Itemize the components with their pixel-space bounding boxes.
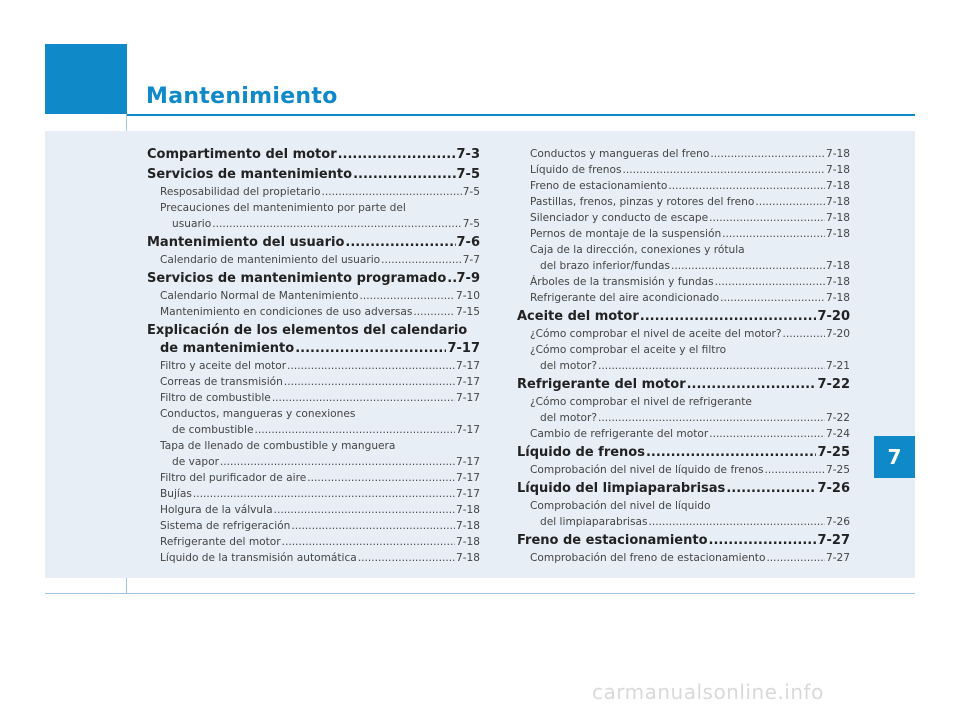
toc-page-number: 7-18 [455,536,480,548]
dot-leader [783,326,825,342]
dot-leader [598,358,825,374]
toc-entry-label: Comprobación del nivel de líquido de frenos [530,464,764,476]
toc-page-number: 7-26 [817,481,850,496]
toc-page-number: 7-17 [455,456,480,468]
dot-leader [358,550,455,566]
toc-entry-label: Calendario Normal de Mantenimiento [160,290,359,302]
dot-leader [193,486,455,502]
toc-entry-label: Refrigerante del aire acondicionado [530,292,720,304]
toc-entry-label: Mantenimiento del usuario [147,235,345,250]
toc-entry[interactable] [517,358,850,374]
dot-leader [381,252,462,268]
dot-leader [360,288,455,304]
toc-page-number: 7-5 [456,167,480,182]
dot-leader [322,184,462,200]
toc-page-number: 7-17 [455,488,480,500]
toc-page-number: 7-18 [825,260,850,272]
dot-leader [212,216,461,232]
toc-heading[interactable] [517,376,850,394]
toc-heading[interactable] [147,166,480,184]
toc-heading-line: Explicación de los elementos del calendario [147,323,468,338]
dot-leader [287,358,455,374]
toc-page-number: 7-20 [825,328,850,340]
toc-page-number: 7-18 [825,292,850,304]
toc-entry-label: Refrigerante del motor [517,377,686,392]
toc-entry[interactable] [147,304,480,320]
toc-entry-label: usuario [172,218,212,230]
dot-leader [709,210,825,226]
toc-entry[interactable] [517,426,850,442]
toc-entry-label: Calendario de mantenimiento del usuario [160,254,381,266]
toc-entry-label: Pastillas, frenos, pinzas y rotores del freno [530,196,755,208]
toc-entry[interactable] [147,486,480,502]
dot-leader [720,290,825,306]
toc-page-number: 7-27 [825,552,850,564]
toc-page-number: 7-10 [455,290,480,302]
bottom-rule [45,593,915,594]
toc-entry-label: Compartimento del motor [147,147,337,162]
toc-page-number: 7-24 [825,428,850,440]
dot-leader [282,534,455,550]
toc-page-number: 7-25 [825,464,850,476]
toc-page-number: 7-18 [825,148,850,160]
toc-entry[interactable] [517,462,850,478]
toc-entry-label: Servicios de mantenimiento programado [147,271,447,286]
dot-leader [755,194,825,210]
toc-page-number: 7-7 [462,254,480,266]
toc-page-number: 7-17 [455,360,480,372]
toc-entry-label: Mantenimiento en condiciones de uso adversas [160,306,413,318]
toc-heading[interactable] [517,532,850,550]
dot-leader [765,462,825,478]
toc-page-number: 7-17 [455,376,480,388]
toc-entry-line: Comprobación del nivel de líquido [530,500,711,512]
toc-entry-label: Árboles de la transmisión y fundas [530,276,714,288]
dot-leader [709,426,825,442]
toc-entry-label: Líquido de la transmisión automática [160,552,357,564]
dot-leader [715,274,825,290]
watermark: carmanualsonline.info [592,680,824,704]
toc-entry[interactable] [147,502,480,518]
toc-entry-label: Resposabilidad del propietario [160,186,321,198]
toc-page-number: 7-18 [825,228,850,240]
toc-heading[interactable] [147,270,480,288]
toc-heading[interactable] [147,146,480,164]
dot-leader [353,166,455,184]
toc-page-number: 7-18 [825,196,850,208]
toc-page-number: 7-18 [455,520,480,532]
toc-entry[interactable] [147,216,480,232]
toc-entry-label: Servicios de mantenimiento [147,167,353,182]
toc-entry-label: Pernos de montaje de la suspensión [530,228,722,240]
dot-leader [640,308,817,326]
toc-entry[interactable] [147,374,480,390]
toc-entry-line: Tapa de llenado de combustible y manguera [160,440,396,452]
toc-page-number: 7-26 [825,516,850,528]
toc-entry[interactable] [517,514,850,530]
toc-entry-label: Comprobación del freno de estacionamiento [530,552,766,564]
dot-leader [646,444,816,462]
dot-leader [345,234,455,252]
toc-page-number: 7-18 [455,504,480,516]
toc-page-number: 7-25 [817,445,850,460]
dot-leader [726,480,816,498]
toc-page-number: 7-17 [447,341,480,356]
toc-page-number: 7-21 [825,360,850,372]
toc-entry-label: Líquido de frenos [517,445,645,460]
toc-right-column [517,146,850,566]
toc-page-number: 7-17 [455,392,480,404]
toc-entry[interactable] [517,274,850,290]
dot-leader [671,258,825,274]
toc-entry[interactable] [147,550,480,566]
toc-entry[interactable] [517,550,850,566]
toc-entry[interactable] [517,162,850,178]
title-rule [127,114,915,116]
toc-page-number: 7-20 [817,309,850,324]
toc-page-number: 7-9 [456,271,480,286]
dot-leader [295,340,446,358]
toc-page-number: 7-5 [462,218,480,230]
toc-entry[interactable] [147,454,480,470]
toc-entry-line: Caja de la dirección, conexiones y rótula [530,244,745,256]
toc-entry-label: Conductos y mangueras del freno [530,148,710,160]
toc-page-number: 7-18 [825,164,850,176]
toc-entry[interactable] [517,194,850,210]
toc-entry[interactable] [517,210,850,226]
toc-entry-label: Filtro del purificador de aire [160,472,307,484]
toc-page-number: 7-18 [825,180,850,192]
toc-page-number: 7-6 [456,235,480,250]
toc-entry-label: del motor? [540,360,597,372]
toc-page-number: 7-17 [455,472,480,484]
dot-leader [284,374,455,390]
dot-leader [291,518,455,534]
toc-entry-label: de vapor [172,456,219,468]
toc-entry[interactable] [517,146,850,162]
toc-page-number: 7-18 [455,552,480,564]
toc-heading[interactable] [517,480,850,498]
toc-entry[interactable] [147,184,480,200]
toc-entry-label: Freno de estacionamiento [530,180,668,192]
toc-entry-label: Silenciador y conducto de escape [530,212,709,224]
dot-leader [307,470,455,486]
toc-page-number: 7-5 [462,186,480,198]
dot-leader [254,422,454,438]
toc-entry[interactable] [147,534,480,550]
toc-entry-label: del limpiaparabrisas [540,516,648,528]
toc-left-column [147,146,480,566]
toc-heading[interactable] [147,234,480,252]
toc-entry-label: Aceite del motor [517,309,639,324]
dot-leader [220,454,455,470]
toc-entry-label: Líquido de frenos [530,164,622,176]
dot-leader [274,502,455,518]
toc-page-number: 7-18 [825,212,850,224]
toc-entry[interactable] [147,390,480,406]
dot-leader [687,376,817,394]
toc-entry[interactable] [517,226,850,242]
toc-heading[interactable] [147,340,480,358]
toc-entry-label: Sistema de refrigeración [160,520,291,532]
toc-entry-line: Precauciones del mantenimiento por parte del [160,202,406,214]
toc-page-number: 7-15 [455,306,480,318]
toc-entry-label: de combustible [172,424,254,436]
toc-entry-label: Correas de transmisión [160,376,283,388]
page-title: Mantenimiento [146,84,338,109]
dot-leader [338,146,456,164]
toc-page-number: 7-27 [817,533,850,548]
dot-leader [710,146,825,162]
dot-leader [766,550,825,566]
toc-entry[interactable] [517,326,850,342]
toc-entry-label: Freno de estacionamiento [517,533,708,548]
toc-entry[interactable] [517,258,850,274]
toc-entry-label: Refrigerante del motor [160,536,281,548]
toc-page-number: 7-18 [825,276,850,288]
toc-entry[interactable] [147,358,480,374]
toc-entry[interactable] [147,518,480,534]
toc-entry-label: Filtro y aceite del motor [160,360,287,372]
toc-entry-label: de mantenimiento [160,341,295,356]
chapter-tab[interactable]: 7 [874,436,915,478]
toc-entry[interactable] [147,422,480,438]
dot-leader [413,304,455,320]
toc-entry-label: del brazo inferior/fundas [540,260,671,272]
dot-leader [447,270,455,288]
toc-entry-label: ¿Cómo comprobar el nivel de aceite del motor? [530,328,782,340]
dot-leader [272,390,455,406]
toc-entry[interactable] [147,470,480,486]
toc-entry[interactable] [517,290,850,306]
toc-entry[interactable] [517,410,850,426]
toc-page-number: 7-22 [825,412,850,424]
toc-page-number: 7-17 [455,424,480,436]
dot-leader [598,410,825,426]
toc-entry-line: ¿Cómo comprobar el aceite y el filtro [530,344,727,356]
chapter-header-block [45,44,127,114]
toc-entry[interactable] [147,288,480,304]
toc-entry[interactable] [147,252,480,268]
toc-heading[interactable] [517,444,850,462]
toc-entry-label: del motor? [540,412,597,424]
dot-leader [649,514,825,530]
toc-entry-label: Líquido del limpiaparabrisas [517,481,726,496]
toc-entry-label: Filtro de combustible [160,392,271,404]
toc-entry-label: Holgura de la válvula [160,504,273,516]
toc-entry-label: Cambio de refrigerante del motor [530,428,709,440]
toc-page-number: 7-22 [817,377,850,392]
toc-entry[interactable] [517,178,850,194]
toc-entry-line: ¿Cómo comprobar el nivel de refrigerante [530,396,752,408]
toc-entry-line: Conductos, mangueras y conexiones [160,408,356,420]
toc-heading[interactable] [517,308,850,326]
dot-leader [709,532,817,550]
dot-leader [623,162,825,178]
toc-entry-label: Bujías [160,488,192,500]
dot-leader [722,226,825,242]
toc-page-number: 7-3 [456,147,480,162]
dot-leader [668,178,825,194]
